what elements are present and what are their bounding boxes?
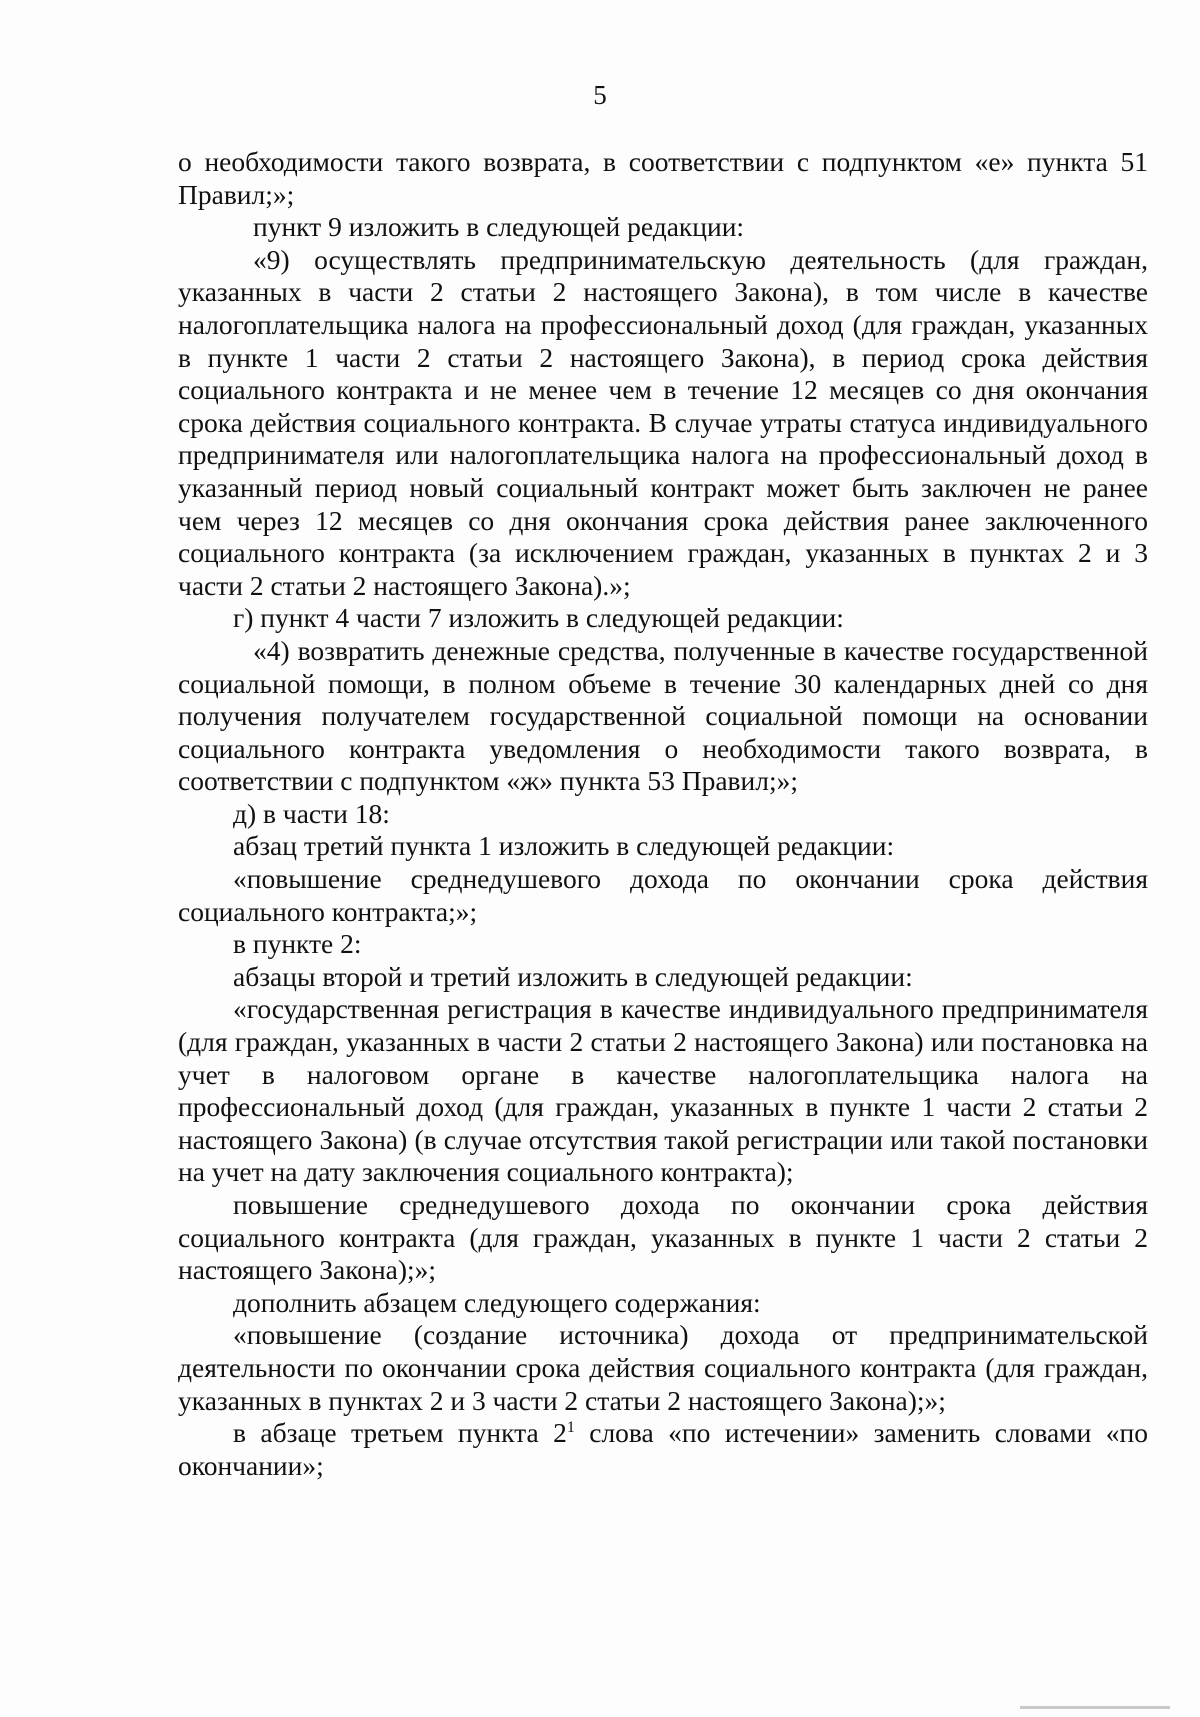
document-body [178, 146, 1148, 1482]
paragraph-replacement [178, 1417, 1148, 1482]
superscript-index: 1 [566, 1419, 575, 1436]
paragraph-income-text: повышение среднедушевого дохода по окончании срока действия социального контракта (для граждан, указанных в пункте 1 части 2 статьи 2 настоящего Закона);»; [178, 1189, 1148, 1286]
paragraph-registration-text: «государственная регистрация в качестве индивидуального предпринимателя (для граждан, указанных в части 2 статьи 2 настоящего Закона) или постановка на учет в налоговом органе в качестве налогоплательщика налога на профессиональный доход (для граждан, указанных в пункте 1 части 2 статьи 2 настоящего Закона) (в случае отсутствия такой регистрации или такой постановки на учет на дату заключения социального контракта); [178, 993, 1148, 1188]
paragraph-item-9-text: «9) осуществлять предпринимательскую деятельность (для граждан, указанных в части 2 статьи 2 настоящего Закона), в том числе в качестве налогоплательщика налога на профессиональный доход (для граждан, указанных в пункте 1 части 2 статьи 2 настоящего Закона), в период срока действия социального контракта и не менее чем в течение 12 месяцев со дня окончания срока действия социального контракта. В случае утраты статуса индивидуального предпринимателя или налогоплательщика налога на профессиональный доход в указанный период новый социальный контракт может быть заключен не ранее чем через 12 месяцев со дня окончания срока действия ранее заключенного социального контракта (за исключением граждан, указанных в пунктах 2 и 3 части 2 статьи 2 настоящего Закона).»; [178, 243, 1148, 601]
paragraph-subitem-g: г) пункт 4 части 7 изложить в следующей редакции: [233, 602, 844, 634]
paragraph-continuation: о необходимости такого возврата, в соответствии с подпунктом «е» пункта 51 Правил;»; [178, 146, 1148, 210]
paragraph-item-9-intro: пункт 9 изложить в следующей редакции: [253, 211, 745, 243]
paragraph-point-1-text: «повышение среднедушевого дохода по окончании срока действия социального контракта;»; [178, 863, 1148, 927]
scan-edge-mark [1020, 1706, 1170, 1709]
replacement-text-end: слова «по истечении» заменить словами «по окончании»; [178, 1417, 1148, 1481]
paragraph-point-1-intro: абзац третий пункта 1 изложить в следующей редакции: [233, 830, 895, 862]
paragraph-supplement-intro: дополнить абзацем следующего содержания: [233, 1286, 761, 1318]
paragraph-supplement-text: «повышение (создание источника) дохода от предпринимательской деятельности по окончании срока действия социального контракта (для граждан, указанных в пунктах 2 и 3 части 2 статьи 2 настоящего Закона);»; [178, 1319, 1148, 1416]
paragraph-point-2-edit: абзацы второй и третий изложить в следующей редакции: [233, 960, 913, 992]
paragraph-subitem-d: д) в части 18: [233, 797, 390, 829]
paragraph-point-2-intro: в пункте 2: [233, 928, 362, 960]
paragraph-item-4-text: «4) возвратить денежные средства, полученные в качестве государственной социальной помощи, в полном объеме в течение 30 календарных дней со дня получения получателем государственной социальной помощи на основании социального контракта уведомления о необходимости такого возврата, в соответствии с подпунктом «ж» пункта 53 Правил;»; [178, 634, 1148, 797]
page-number: 5 [593, 80, 607, 110]
replacement-text-start: в абзаце третьем пункта 2 [233, 1417, 567, 1449]
